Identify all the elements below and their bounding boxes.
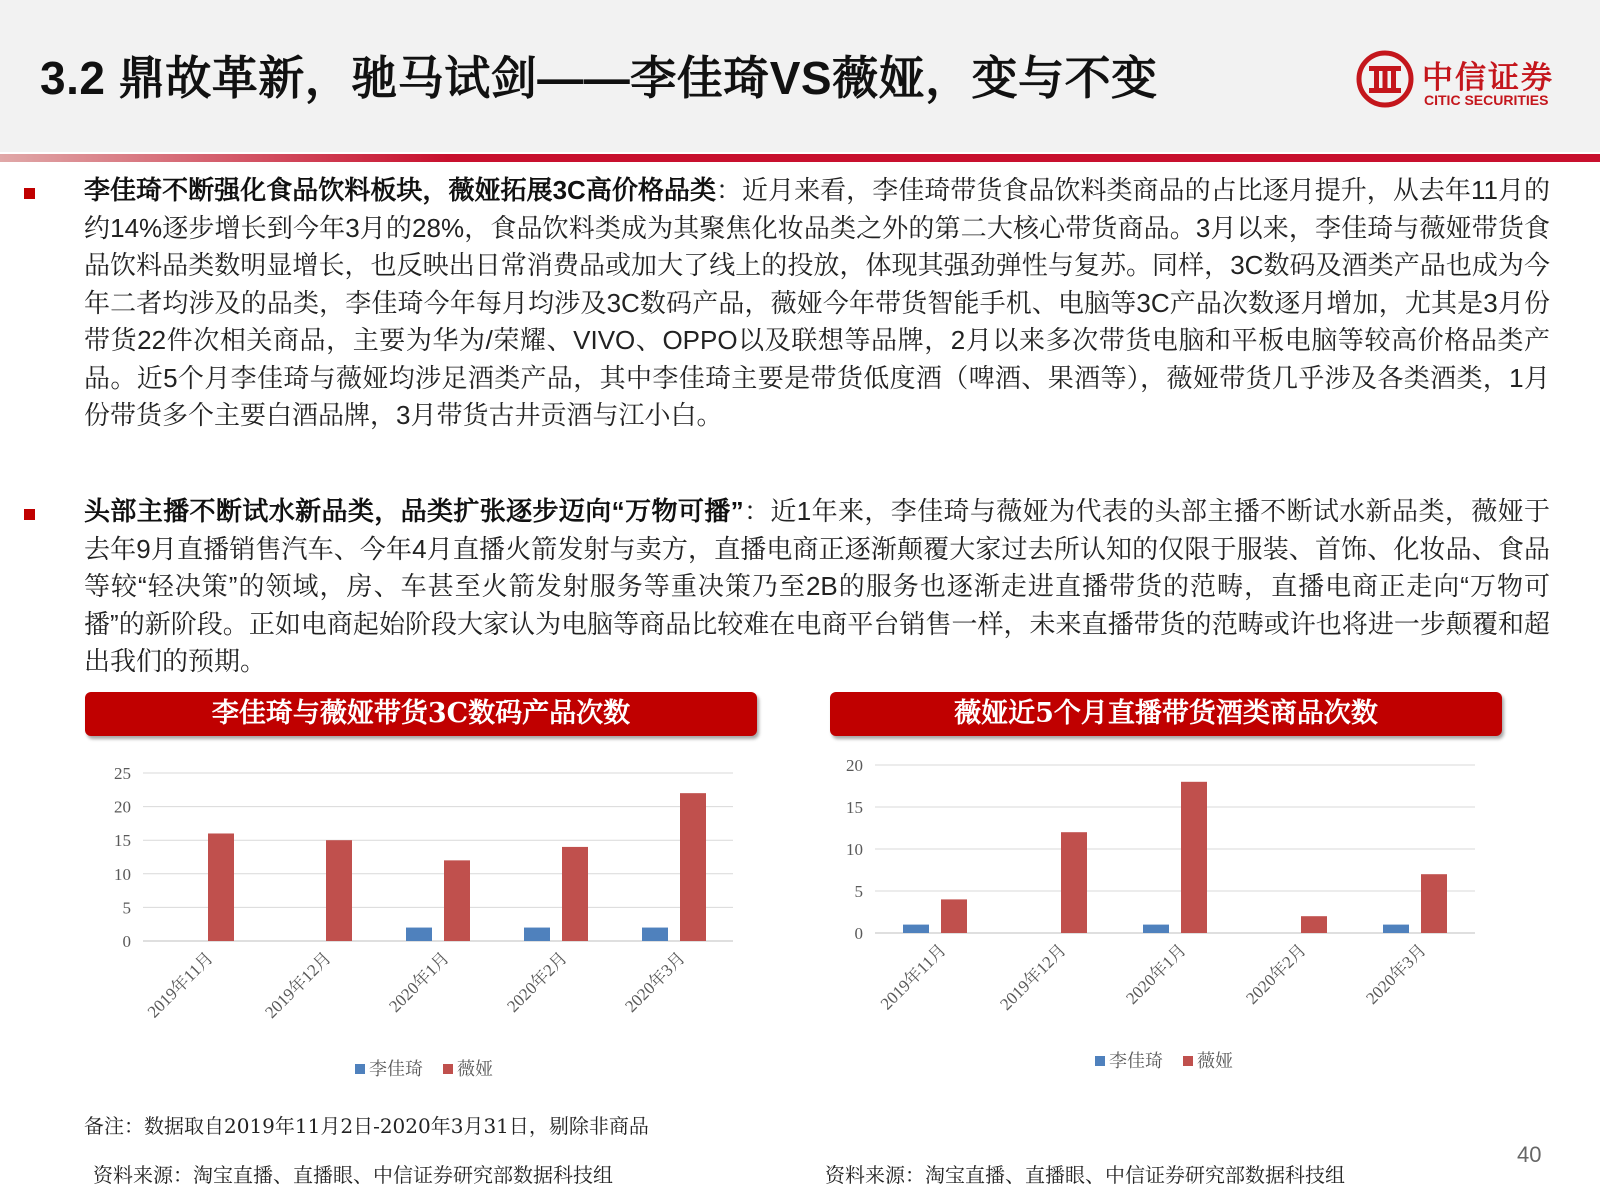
legend-label: 薇娅 [457,1059,493,1079]
citic-logo-icon [1356,50,1414,108]
bar-li [642,928,668,941]
chart-3c-products [85,745,765,1100]
y-tick-label: 20 [114,797,131,817]
bar-wei [208,833,234,941]
y-tick-label: 5 [854,882,863,901]
bar-wei [444,860,470,941]
page-title: 3.2 鼎故革新，驰马试剑——李佳琦VS薇娅，变与不变 [40,52,1158,104]
legend-label: 李佳琦 [369,1059,423,1079]
x-tick-label: 2019年11月 [143,948,217,1022]
x-tick-label: 2020年1月 [385,948,453,1016]
bar-li [406,928,432,941]
bar-wei [1421,874,1447,933]
legend-swatch [443,1064,453,1074]
bullet-1-lead: 李佳琦不断强化食品饮料板块，薇娅拓展3C高价格品类 [84,175,717,205]
bar-wei [562,847,588,941]
chart-2-title: 薇娅近5个月直播带货酒类商品次数 [830,692,1502,736]
logo-chinese-text: 中信证券 [1422,60,1554,96]
y-tick-label: 10 [114,864,131,884]
x-tick-label: 2020年3月 [621,948,689,1016]
x-tick-label: 2019年12月 [261,948,335,1022]
bar-wei [1061,832,1087,933]
bullet-1-body: ：近月来看，李佳琦带货食品饮料类商品的占比逐月提升，从去年11月的约14%逐步增长到今年3月的28%，食品饮料类成为其聚焦化妆品类之外的第二大核心带货商品。3月以来，李佳琦与薇娅带货食品饮料品类数明显增长，也反映出日常消费品或加大了线上的投放，体现其强劲弹性与复苏。同样，3C数码及酒类产品也成为今年二者均涉及的品类，李佳琦今年每月均涉及3C数码产品，薇娅今年带货智能手机、电脑等3C产品次数逐月增加，尤其是3月份带货22件次相关商品，主要为华为/荣耀、VIVO、OPPO以及联想等品牌，2月以来多次带货电脑和平板电脑等较高价格品类产品。近5个月李佳琦与薇娅均涉足酒类产品，其中李佳琦主要是带货低度酒（啤酒、果酒等），薇娅带货几乎涉及各类酒类，1月份带货多个主要白酒品牌，3月带货古井贡酒与江小白。 [84,175,1550,430]
y-tick-label: 20 [846,756,863,775]
legend-swatch [1095,1056,1105,1066]
data-note: 备注：数据取自2019年11月2日-2020年3月31日，剔除非商品 [84,1114,649,1138]
bar-wei [1181,782,1207,933]
legend-swatch [1183,1056,1193,1066]
bullet-paragraph-1 [84,172,1550,435]
x-tick-label: 2019年12月 [996,940,1070,1014]
chart-2-source: 资料来源：淘宝直播、直播眼、中信证券研究部数据科技组 [825,1163,1345,1187]
bar-li [1143,925,1169,933]
header-divider [0,154,1600,162]
bullet-2-body: ：近1年来，李佳琦与薇娅为代表的头部主播不断试水新品类，薇娅于去年9月直播销售汽车、今年4月直播火箭发射与卖方，直播电商正逐渐颠覆大家过去所认知的仅限于服装、首饰、化妆品、食品等较“轻决策”的领域，房、车甚至火箭发射服务等重决策乃至2B的服务也逐渐走进直播带货的范畴，直播电商正走向“万物可播”的新阶段。正如电商起始阶段大家认为电脑等商品比较难在电商平台销售一样，未来直播带货的范畴或许也将进一步颠覆和超出我们的预期。 [84,496,1550,676]
y-tick-label: 0 [122,932,131,951]
chart-1-source: 资料来源：淘宝直播、直播眼、中信证券研究部数据科技组 [93,1163,613,1187]
bar-li [903,925,929,933]
x-tick-label: 2019年11月 [876,940,950,1014]
x-tick-label: 2020年2月 [503,948,571,1016]
legend-swatch [355,1064,365,1074]
x-tick-label: 2020年2月 [1242,940,1310,1008]
y-tick-label: 15 [846,798,863,817]
legend-label: 李佳琦 [1109,1051,1163,1071]
y-tick-label: 15 [114,831,131,851]
y-tick-label: 5 [122,898,131,918]
legend-label: 薇娅 [1197,1051,1233,1071]
bar-wei [1301,916,1327,933]
logo-english-text: CITIC SECURITIES [1424,92,1549,108]
x-tick-label: 2020年3月 [1362,940,1430,1008]
y-tick-label: 10 [846,840,863,859]
bar-li [1383,925,1409,933]
chart-liquor-products [830,745,1510,1100]
bullet-marker-icon [24,509,35,520]
chart-1-title: 李佳琦与薇娅带货3C数码产品次数 [85,692,757,736]
bar-wei [941,899,967,933]
x-tick-label: 2020年1月 [1122,940,1190,1008]
bullet-2-lead: 头部主播不断试水新品类，品类扩张逐步迈向“万物可播” [84,496,744,526]
y-tick-label: 25 [114,764,131,783]
bar-wei [326,840,352,941]
bar-wei [680,793,706,941]
header-bar [0,0,1600,152]
citic-logo [1356,46,1576,116]
bullet-paragraph-2 [84,493,1550,681]
bullet-marker-icon [24,188,35,199]
y-tick-label: 0 [854,924,863,943]
bar-li [524,928,550,941]
page-number: 40 [1517,1142,1542,1167]
